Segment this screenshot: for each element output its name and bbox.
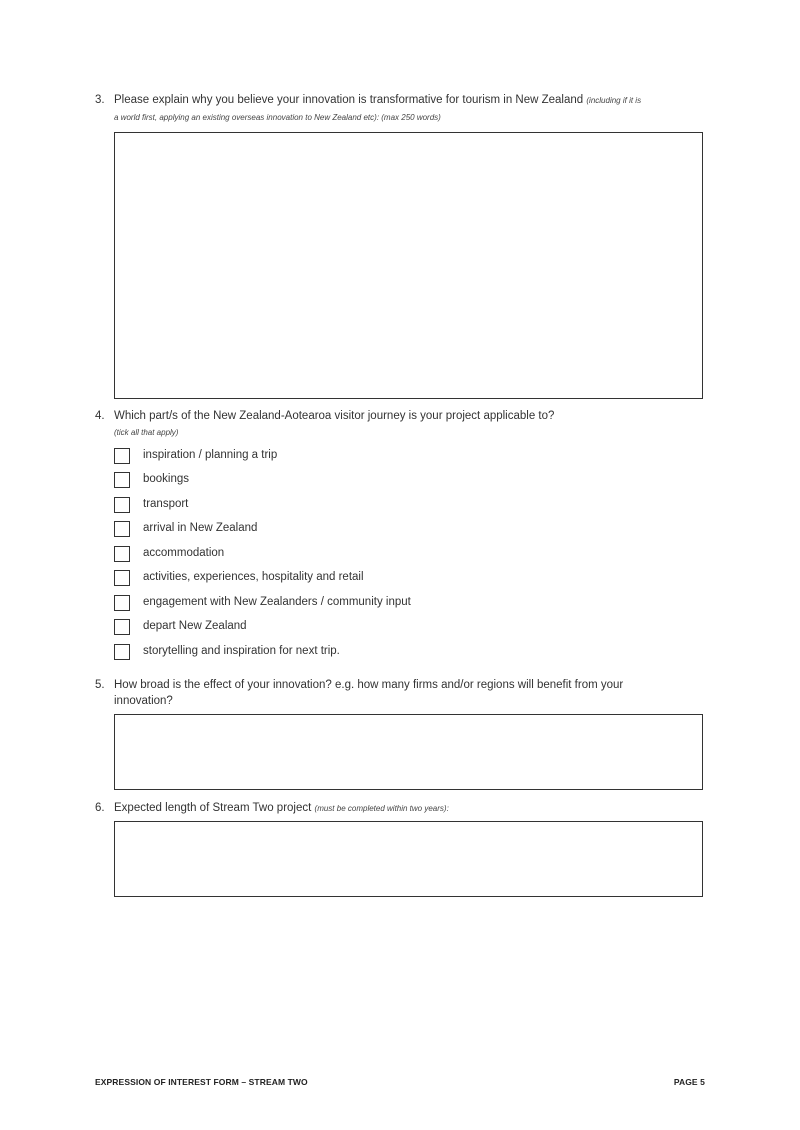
question-text: Which part/s of the New Zealand-Aotearoa visitor journey is your project applicable to? [114, 410, 555, 422]
option-label: activities, experiences, hospitality and retail [143, 571, 364, 583]
answer-box-q5[interactable] [114, 714, 703, 790]
question-3 [95, 92, 705, 126]
question-number: 3. [95, 94, 105, 106]
question-number: 5. [95, 679, 105, 691]
checkbox[interactable] [114, 448, 130, 464]
question-note-suffix: : [446, 804, 449, 813]
question-note-limit: : (max 250 words) [376, 113, 441, 122]
option-label: engagement with New Zealanders / community input [143, 596, 411, 608]
option-label: transport [143, 498, 189, 510]
question-note: (including if it is [586, 96, 642, 105]
question-text: Expected length of Stream Two project [114, 802, 312, 814]
question-note: (tick all that apply) [114, 428, 179, 437]
checkbox[interactable] [114, 546, 130, 562]
checkbox[interactable] [114, 472, 130, 488]
checkbox[interactable] [114, 497, 130, 513]
question-text: How broad is the effect of your innovation? e.g. how many firms and/or regions will benefit from your innovation? [114, 679, 624, 707]
checkbox[interactable] [114, 619, 130, 635]
option-label: depart New Zealand [143, 620, 247, 632]
question-note-continued: a world first, applying an existing overseas innovation to New Zealand etc) [114, 113, 377, 122]
answer-box-q3[interactable] [114, 132, 703, 399]
question-number: 4. [95, 410, 105, 422]
checkbox[interactable] [114, 595, 130, 611]
option-label: storytelling and inspiration for next trip. [143, 645, 340, 657]
footer-page-number: PAGE 5 [673, 1077, 705, 1087]
question-4 [95, 408, 705, 441]
option-label: accommodation [143, 547, 225, 559]
question-text: Please explain why you believe your innovation is transformative for tourism in New Zealand [114, 94, 584, 106]
option-label: bookings [143, 473, 190, 485]
answer-box-q6[interactable] [114, 821, 703, 897]
checkbox[interactable] [114, 570, 130, 586]
question-6 [95, 800, 705, 817]
option-label: arrival in New Zealand [143, 522, 258, 534]
question-5 [95, 677, 675, 709]
question-note: (must be completed within two years) [314, 804, 447, 813]
checkbox[interactable] [114, 521, 130, 537]
question-number: 6. [95, 802, 105, 814]
footer-form-title: EXPRESSION OF INTEREST FORM – STREAM TWO [95, 1077, 308, 1087]
option-label: inspiration / planning a trip [143, 449, 278, 461]
checkbox[interactable] [114, 644, 130, 660]
